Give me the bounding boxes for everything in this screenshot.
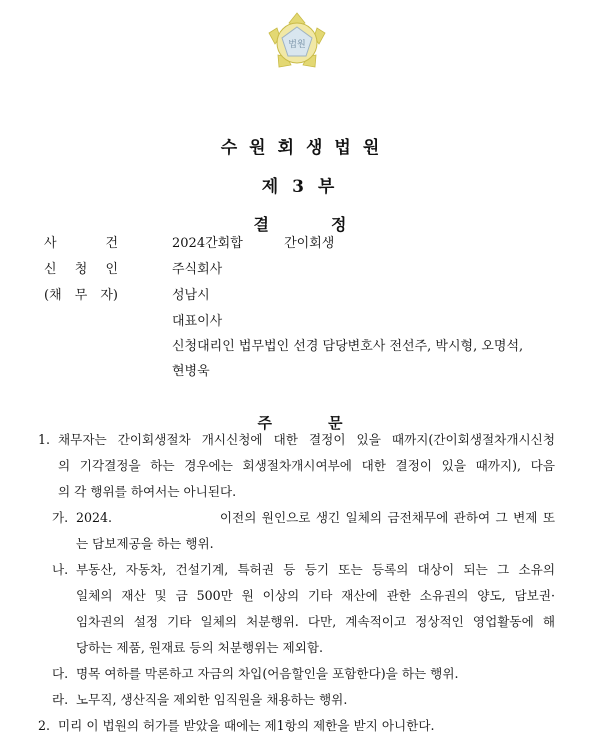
order-item-text xyxy=(76,687,555,713)
party-value: 2024간회합 간이회생 xyxy=(172,236,335,251)
order-item-number: 1. xyxy=(38,432,51,447)
party-label-char: 자) xyxy=(100,288,118,303)
court-name: 수원회생법원 xyxy=(220,138,392,158)
order-item-line: 부동산, 자동차, 건설기계, 특허권 등 등기 또는 등록의 대상이 되는 그 소유의 xyxy=(76,562,555,577)
order-item-number: 라. xyxy=(52,692,69,707)
order-item-line: 당하는 제품, 원재료 등의 처분행위는 제외함. xyxy=(76,640,324,655)
order-item-text xyxy=(58,427,555,505)
order-title: 주문 xyxy=(257,414,399,432)
party-label-char: 인 xyxy=(105,262,118,277)
party-value: 대표이사 xyxy=(172,314,223,329)
order-item-line: 채무자는 간이회생절차 개시신청에 대한 결정이 있을 때까지(간이회생절차개시신청 xyxy=(58,432,555,447)
order-item-line: 미리 이 법원의 허가를 받았을 때에는 제1항의 제한을 받지 아니한다. xyxy=(58,718,435,733)
party-label-char: 청 xyxy=(74,262,88,277)
party-label-char: (채 xyxy=(44,288,62,303)
order-item-number: 다. xyxy=(52,666,69,681)
party-label xyxy=(44,236,118,252)
party-label xyxy=(44,288,118,304)
order-item-line: 일체의 재산 및 금 500만 원 이상의 기타 재산에 관한 소유권의 양도, 담보권· xyxy=(76,588,555,603)
order-item-number: 2. xyxy=(38,718,51,733)
order-item-line: 임차권의 설정 기타 일체의 처분행위. 다만, 계속적이고 정상적인 영업활동에 해 xyxy=(76,614,555,629)
court-emblem xyxy=(264,10,330,76)
party-value: 주식회사 xyxy=(172,262,223,277)
party-label-char: 무 xyxy=(74,288,88,303)
party-value: 성남시 xyxy=(172,288,210,303)
party-value: 현병욱 xyxy=(172,364,210,379)
party-label-char: 사 xyxy=(44,236,57,251)
order-item-line: 의 기각결정을 하는 경우에는 회생절차개시여부에 대한 결정이 있을 때까지), 다음 xyxy=(58,458,555,473)
order-item-text xyxy=(76,661,555,687)
party-value: 신청대리인 법무법인 선경 담당변호사 전선주, 박시형, 오명석, xyxy=(172,339,524,354)
order-item-text xyxy=(76,557,555,661)
party-label-char: 신 xyxy=(44,262,57,277)
order-item-text xyxy=(76,505,555,557)
party-label-char: 건 xyxy=(105,236,118,251)
order-item-line: 의 각 행위를 하여서는 아니된다. xyxy=(58,484,237,499)
party-label xyxy=(44,262,118,278)
document-type: 결정 xyxy=(253,215,409,234)
order-item-number: 나. xyxy=(52,562,69,577)
order-item-line: 2024. 이전의 원인으로 생긴 일체의 금전채무에 관하여 그 변제 또 xyxy=(76,510,555,525)
order-item-text xyxy=(58,713,555,739)
emblem-text: 법원 xyxy=(288,40,306,50)
division-name: 제 3 부 xyxy=(261,177,339,197)
order-item-number: 가. xyxy=(52,510,69,525)
order-item-line: 명목 여하를 막론하고 자금의 차입(어음할인을 포함한다)을 하는 행위. xyxy=(76,666,459,681)
order-item-line: 노무직, 생산직을 제외한 임직원을 채용하는 행위. xyxy=(76,692,348,707)
order-item-line: 는 담보제공을 하는 행위. xyxy=(76,536,214,551)
